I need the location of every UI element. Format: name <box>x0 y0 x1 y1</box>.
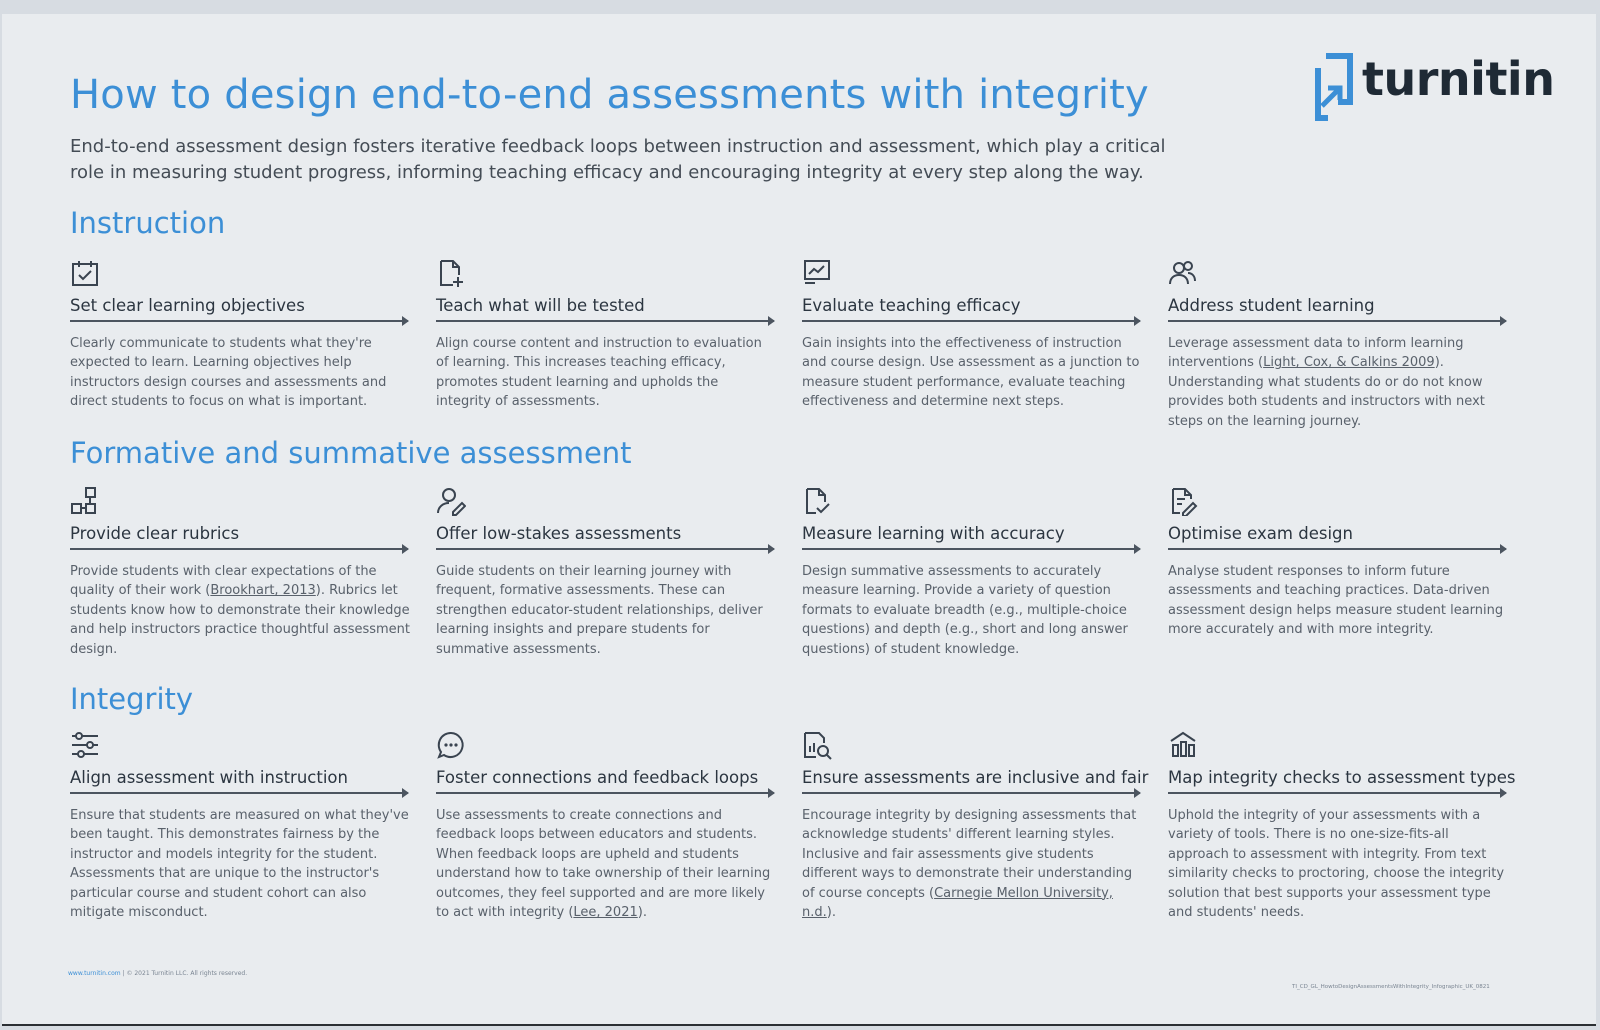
card-heading: Map integrity checks to assessment types <box>1168 768 1516 787</box>
arrow-rule <box>436 548 774 550</box>
card-heading: Optimise exam design <box>1168 524 1353 543</box>
sliders-icon <box>70 730 104 764</box>
card-heading: Evaluate teaching efficacy <box>802 296 1021 315</box>
institution-icon <box>1168 730 1202 764</box>
card-body: Ensure that students are measured on what they've been taught. This demonstrates fairness by the instructor and models integrity for the student. Assessments that are unique to the instructor's particular course and student cohort can also mitigate misconduct. <box>70 808 409 921</box>
card-ensure-inclusive-fair <box>802 730 1147 922</box>
arrow-rule <box>1168 792 1506 794</box>
footer-copyright-text: | © 2021 Turnitin LLC. All rights reserved. <box>122 970 248 977</box>
arrow-rule <box>70 792 408 794</box>
turnitin-logo[interactable] <box>1308 52 1555 122</box>
card-heading: Set clear learning objectives <box>70 296 305 315</box>
card-measure-learning-with-accuracy <box>802 486 1147 659</box>
user-edit-icon <box>436 486 470 520</box>
card-optimise-exam-design <box>1168 486 1513 640</box>
card-body: Design summative assessments to accurately measure learning. Provide a variety of question formats to evaluate breadth (e.g., multiple-choice questions) and depth (e.g., short and long answer questions) of student knowledge. <box>802 564 1128 657</box>
footer-file-code: TI_CD_GL_HowtoDesignAssessmentsWithIntegrity_Infographic_UK_0821 <box>1292 984 1490 990</box>
infographic-sheet <box>2 14 1596 1026</box>
card-map-integrity-checks <box>1168 730 1516 922</box>
card-heading: Address student learning <box>1168 296 1375 315</box>
card-body: Align course content and instruction to evaluation of learning. This increases teaching efficacy, promotes student learning and upholds the integrity of assessments. <box>436 336 762 410</box>
citation-link[interactable]: Carnegie Mellon University, n.d. <box>802 885 1113 921</box>
presentation-chart-icon <box>802 258 836 292</box>
report-search-icon <box>802 730 836 764</box>
citation-link[interactable]: Brookhart, 2013 <box>210 583 316 599</box>
card-offer-low-stakes-assessments <box>436 486 781 659</box>
card-heading: Offer low-stakes assessments <box>436 524 682 543</box>
arrow-rule <box>802 548 1140 550</box>
citation-link[interactable]: Light, Cox, & Calkins 2009 <box>1263 355 1435 371</box>
section-title-instruction: Instruction <box>70 206 226 240</box>
section-title-formative-summative: Formative and summative assessment <box>70 436 632 470</box>
card-body: Leverage assessment data to inform learning interventions (Light, Cox, & Calkins 2009). Understanding what students do or do not know provides both students and instructors with next steps on the learning journey. <box>1168 336 1485 429</box>
section-title-integrity: Integrity <box>70 682 194 716</box>
arrow-rule <box>436 320 774 322</box>
arrow-rule <box>802 792 1140 794</box>
card-align-assessment-with-instruction <box>70 730 415 922</box>
card-heading: Provide clear rubrics <box>70 524 240 543</box>
card-teach-what-will-be-tested <box>436 258 781 412</box>
intro-paragraph: End-to-end assessment design fosters iterative feedback loops between instruction and assessment, which play a critical role in measuring student progress, informing teaching efficacy and encouraging integrity at every step along the way. <box>70 136 1166 183</box>
card-heading: Align assessment with instruction <box>70 768 348 787</box>
document-check-icon <box>802 486 836 520</box>
arrow-rule <box>1168 548 1506 550</box>
footer-copyright <box>68 970 247 977</box>
arrow-rule <box>1168 320 1506 322</box>
blocks-icon <box>70 486 104 520</box>
card-body: Analyse student responses to inform future assessments and teaching practices. Data-driven assessment design helps measure student learning more accurately and with more integrity. <box>1168 564 1504 638</box>
card-set-clear-learning-objectives <box>70 258 415 412</box>
citation-link[interactable]: Lee, 2021 <box>573 905 638 921</box>
card-address-student-learning <box>1168 258 1513 431</box>
card-body: Guide students on their learning journey with frequent, formative assessments. These can strengthen educator-student relationships, deliver learning insights and prepare students for summative assessments. <box>436 564 763 657</box>
card-body: Use assessments to create connections and feedback loops between educators and students. When feedback loops are upheld and students understand how to take ownership of their learning outcomes, they feel supported and are more likely to act with integrity (Lee, 2021). <box>436 808 771 921</box>
card-heading: Foster connections and feedback loops <box>436 768 759 787</box>
logo-wordmark: turnitin <box>1362 52 1555 106</box>
arrow-rule <box>70 548 408 550</box>
arrow-rule <box>802 320 1140 322</box>
document-plus-icon <box>436 258 470 292</box>
card-body: Provide students with clear expectations of the quality of their work (Brookhart, 2013). Rubrics let students know how to demonstrate their knowledge and help instructors practice thoughtful assessment design. <box>70 564 411 657</box>
card-body: Gain insights into the effectiveness of instruction and course design. Use assessment as a junction to measure student performance, evaluate teaching effectiveness and determine next steps. <box>802 336 1140 410</box>
arrow-rule <box>436 792 774 794</box>
chat-bubble-icon <box>436 730 470 764</box>
document-edit-icon <box>1168 486 1202 520</box>
footer-url-link[interactable]: www.turnitin.com <box>68 970 121 977</box>
page-title: How to design end-to-end assessments with integrity <box>70 72 1149 118</box>
card-heading: Ensure assessments are inclusive and fair <box>802 768 1149 787</box>
calendar-check-icon <box>70 258 104 292</box>
card-heading: Teach what will be tested <box>436 296 645 315</box>
arrow-rule <box>70 320 408 322</box>
turnitin-logo-icon <box>1308 52 1360 122</box>
card-evaluate-teaching-efficacy <box>802 258 1147 412</box>
card-heading: Measure learning with accuracy <box>802 524 1065 543</box>
card-provide-clear-rubrics <box>70 486 415 659</box>
card-body: Clearly communicate to students what they're expected to learn. Learning objectives help instructors design courses and assessments and direct students to focus on what is important. <box>70 336 387 410</box>
card-foster-connections-feedback <box>436 730 781 922</box>
card-body: Encourage integrity by designing assessments that acknowledge students' different learning styles. Inclusive and fair assessments give students different ways to demonstrate their understanding of course concepts (Carnegie Mellon University, n.d.). <box>802 808 1137 921</box>
card-body: Uphold the integrity of your assessments with a variety of tools. There is no one-size-fits-all approach to assessment with integrity. From text similarity checks to proctoring, choose the integrity solution that best supports your assessment type and students' needs. <box>1168 808 1505 921</box>
users-icon <box>1168 258 1202 292</box>
